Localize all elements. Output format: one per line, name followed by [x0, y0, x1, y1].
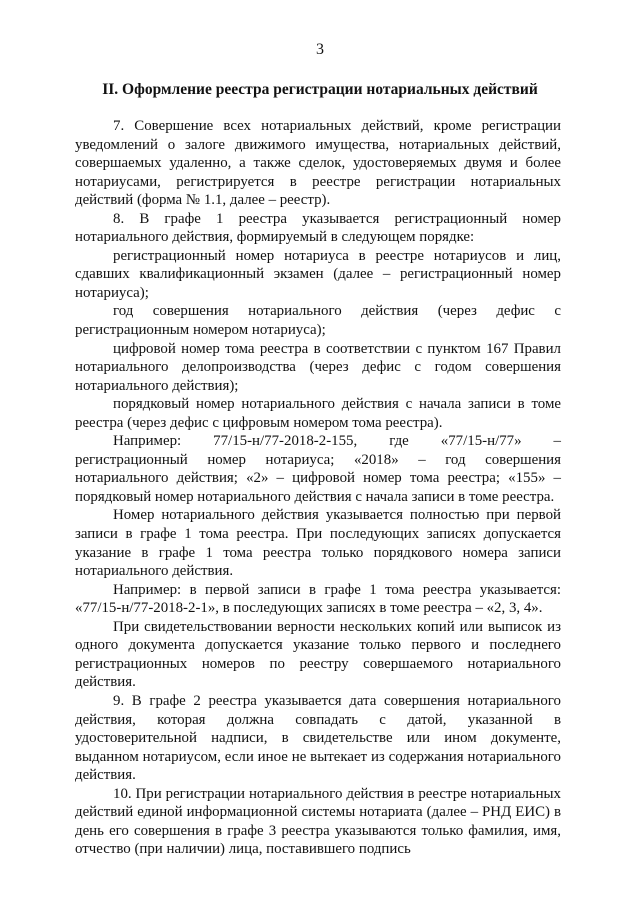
page-number: 3: [316, 41, 324, 58]
paragraph-8-item-year: год совершения нотариального действия (через дефис с регистрационным номером нотариуса);: [75, 303, 561, 339]
paragraph-8-item-volume-number: цифровой номер тома реестра в соответствии с пунктом 167 Правил нотариального делопроизводства (через дефис с годом совершения нотариального действия);: [75, 340, 561, 394]
paragraph-8-example: Например: 77/15-н/77-2018-2-155, где «77/15-н/77» – регистрационный номер нотариуса; «2018» – год совершения нотариального действия; «2» – цифровой номер тома реестра; «155» – порядковый номер нотариального действия с начала записи в томе реестра.: [75, 433, 561, 505]
paragraph-8-example-2: Например: в первой записи в графе 1 тома реестра указывается: «77/15-н/77-2018-2-1», в последующих записях в томе реестра – «2, 3, 4».: [75, 581, 561, 617]
paragraph-8-item-sequence-number: порядковый номер нотариального действия с начала записи в томе реестра (через дефис с цифровым номером тома реестра).: [75, 396, 561, 431]
paragraph-8: 8. В графе 1 реестра указывается регистрационный номер нотариального действия, формируемый в следующем порядке:: [75, 210, 561, 246]
paragraph-8-copies-note: При свидетельствовании верности нескольких копий или выписок из одного документа допускается указание только первого и последнего регистрационных номеров по реестру совершаемого нотариального действия.: [75, 618, 561, 691]
paragraph-8-full-number-note: Номер нотариального действия указывается полностью при первой записи в графе 1 тома реестра. При последующих записях допускается указание в графе 1 тома реестра только порядкового номера записи нотариального действия.: [75, 507, 561, 580]
paragraph-8-item-notary-number: регистрационный номер нотариуса в реестре нотариусов и лиц, сдавших квалификационный экзамен (далее – регистрационный номер нотариуса);: [75, 247, 561, 301]
body-text: [75, 117, 561, 859]
section-title: II. Оформление реестра регистрации нотариальных действий: [102, 81, 538, 98]
paragraph-10: 10. При регистрации нотариального действия в реестре нотариальных действий единой информационной системы нотариата (далее – РНД ЕИС) в день его совершения в графе 3 реестра указываются только фамилия, имя, отчество (при наличии) лица, поставившего подпись: [75, 785, 561, 858]
paragraph-9: 9. В графе 2 реестра указывается дата совершения нотариального действия, которая должна совпадать с датой, указанной в удостоверительной надписи, в свидетельстве или ином документе, выданном нотариусом, если иное не вытекает из содержания нотариального действия.: [75, 692, 561, 784]
paragraph-7: 7. Совершение всех нотариальных действий, кроме регистрации уведомлений о залоге движимого имущества, нотариальных действий, совершаемых удаленно, а также сделок, удостоверяемых двумя и более нотариусами, регистрируется в реестре регистрации нотариальных действий (форма № 1.1, далее – реестр).: [75, 118, 561, 209]
